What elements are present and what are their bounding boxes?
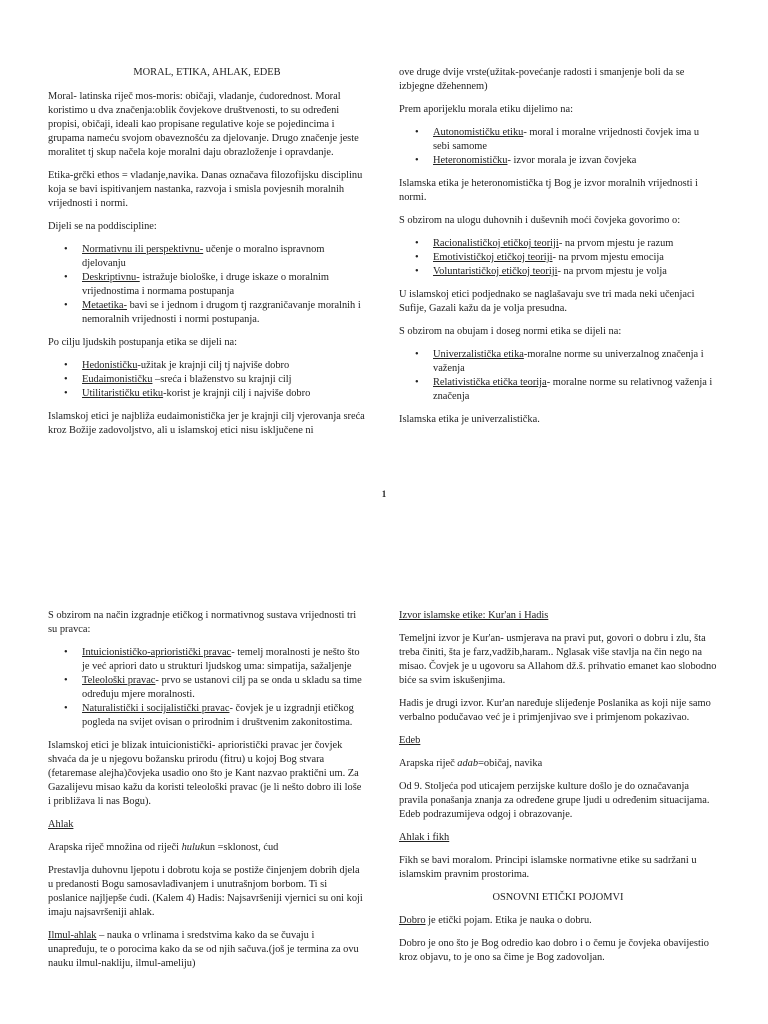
list-item: • Metaetika- bavi se i jednom i drugom tj razgraničavanje moralnih i nemoralnih vrijednosti i normi postupanja. xyxy=(82,299,366,327)
list-item: • Autonomističku etiku- moral i moralne vrijednosti čovjek ima u sebi samome xyxy=(433,126,717,154)
heading-basic-concepts: OSNOVNI ETIČKI POJOMVI xyxy=(492,892,624,903)
list-item: • Intuicionističko-aprioristički pravac- temelj moralnosti je nešto što je već apriori dato u strukturi ljudskog uma: simpatija, sažaljenje xyxy=(82,646,366,674)
list-item: • Emotivističkoj etičkoj teoriji- na prvom mjestu emocija xyxy=(433,251,717,265)
islamic-eudaimonism-paragraph: Islamskoj etici je najbliža eudaimonistička jer je krajnji cilj vjerovanja sreća kroz Božije zadovoljstvo, ali u islamskoj etici nisu isključene ni xyxy=(48,411,365,436)
list-item: • Utilitarističku etiku-korist je krajnji cilj i najviše dobro xyxy=(82,387,366,401)
origin-list xyxy=(399,126,717,168)
etika-definition: Etika-grčki ethos = vladanje,navika. Danas označava filozofijsku disciplinu koja se bavi ispitivanjem nastanka, razvoja i smisla povjesnih moralnih vrijednosti i normi. xyxy=(48,170,363,209)
heading-edeb: Edeb xyxy=(399,735,421,746)
scope-intro: S obzirom na obujam i doseg normi etika se dijeli na: xyxy=(399,326,622,337)
ilmul-ahlak-paragraph: Ilmul-ahlak – nauka o vrlinama i sredstvima kako da se čuvaju i unapređuju, te o porocima kako da se od njih sačuva.(još je termina za ovu nauku ilmul-nakliju, ilmul-ameliju) xyxy=(48,930,359,969)
page-number: 1 xyxy=(381,489,387,499)
faculties-list xyxy=(399,237,717,279)
heteronomy-paragraph: Islamska etika je heteronomistička tj Bog je izvor moralnih vrijednosti i normi. xyxy=(399,178,698,203)
list-item: • Univerzalistička etika-moralne norme su univerzalnog značenja i važenja xyxy=(433,348,717,376)
list-item: • Voluntarističkoj etičkoj teoriji- na prvom mjestu je volja xyxy=(433,265,717,279)
page1-left-column xyxy=(48,66,366,447)
page2-right-column xyxy=(399,609,717,974)
intuitionism-paragraph: Islamskoj etici je blizak intuicionistički- aprioristički pravac jer čovjek shvaća da je u njegovu božansku prirodu (fitru) u kojoj Bog stvara (fetaremase alejha)čovjeka usadio ono što je Kant nazvao praktični um. Za Gazalijevu misao kažu da koristi teleološki pravac (je li nešto dobro ili loše i približava li nas Bogu). xyxy=(48,740,362,807)
list-item: • Relativistička etička teorija- moralne norme su relativnog važenja i značenja xyxy=(433,376,717,404)
scope-list xyxy=(399,348,717,404)
directions-list xyxy=(48,646,366,730)
list-item: • Deskriptivnu- istražuje biološke, i druge iskaze o moralnim vrijednostima i normama postupanja xyxy=(82,271,366,299)
continuation-paragraph: ove druge dvije vrste(užitak-povećanje radosti i smanjenje boli da se izbjegne džehennem) xyxy=(399,67,685,92)
quran-paragraph: Temeljni izvor je Kur'an- usmjerava na pravi put, govori o dobru i zlu, šta treba činiti, šta je farz,vadžib,haram.. Nglasak više stavlja na čin nego na misao. Čovjek je u ugovoru sa Allahom dž.š. prihvatio emanet kao slobodno biće sa svim iskušenjima. xyxy=(399,633,717,686)
dobro-paragraph: Dobro je ono što je Bog odredio kao dobro i o čemu je čovjeka obavijestio kroz objavu, to je ono sa čime je Bog zadovoljan. xyxy=(399,938,709,963)
heading-ahlak: Ahlak xyxy=(48,819,74,830)
list-item: • Teleološki pravac- prvo se ustanovi cilj pa se onda u skladu sa time određuju mjere moralnosti. xyxy=(82,674,366,702)
goal-list xyxy=(48,359,366,401)
list-item: • Naturalistički i socijalistički pravac- čovjek je u izgradnji etičkog pogleda na svijet ovisan o prirodnim i društvenim zakonitostima. xyxy=(82,702,366,730)
edeb-history: Od 9. Stoljeća pod uticajem perzijske kulture došlo je do označavanja pravila ponašanja znanja za određene grupe ljudi u određenim situacijama. Edeb podrazumijeva odgoj i obrazovanje. xyxy=(399,781,710,820)
document-page-2 xyxy=(0,590,768,1024)
heading-ahlak-fikh: Ahlak i fikh xyxy=(399,832,450,843)
hadis-paragraph: Hadis je drugi izvor. Kur'an naređuje slijeđenje Poslanika as koji nije samo verbalno podučavao već je i primjenjivao sve i primjenom pokazivao. xyxy=(399,698,711,723)
list-item: • Normativnu ili perspektivnu- učenje o moralno ispravnom djelovanju xyxy=(82,243,366,271)
origin-intro: Prem aporijeklu morala etiku dijelimo na: xyxy=(399,104,573,115)
goal-intro: Po cilju ljudskih postupanja etika se dijeli na: xyxy=(48,337,238,348)
subdisciplines-intro: Dijeli se na poddiscipline: xyxy=(48,221,157,232)
list-item: • Heteronomističku- izvor morala je izvan čovjeka xyxy=(433,154,717,168)
heading-sources: Izvor islamske etike: Kur'an i Hadis xyxy=(399,610,549,621)
fikh-paragraph: Fikh se bavi moralom. Principi islamske normativne etike su sadržani u islamskim pravnim prostorima. xyxy=(399,855,697,880)
directions-intro: S obzirom na način izgradnje etičkog i normativnog sustava vrijednosti tri su pravca: xyxy=(48,610,357,635)
universalism-paragraph: Islamska etika je univerzalistička. xyxy=(399,414,540,425)
ahlak-etymology: Arapska riječ množina od riječi hulukun =sklonost, ćud xyxy=(48,842,279,853)
edeb-etymology: Arapska riječ adab=običaj, navika xyxy=(399,758,543,769)
page1-right-column xyxy=(399,66,717,436)
list-item: • Hedonističku-užitak je krajnji cilj tj najviše dobro xyxy=(82,359,366,373)
document-title: MORAL, ETIKA, AHLAK, EDEB xyxy=(133,67,281,78)
list-item: • Racionalističkoj etičkoj teoriji- na prvom mjestu je razum xyxy=(433,237,717,251)
ahlak-description: Prestavlja duhovnu ljepotu i dobrotu koja se postiže činjenjem dobrih djela u predanosti Bogu samosavlađivanjem i unutrašnjom borbom. Ti si poslanice najljepše ćudi. (Kalem 4) Hadis: Najsavršeniji vjernici su oni koji imaju najsavršeniji ahlak. xyxy=(48,865,363,918)
page2-left-column xyxy=(48,609,366,980)
faculties-intro: S obzirom na ulogu duhovnih i duševnih moći čovjeka govorimo o: xyxy=(399,215,681,226)
list-item: • Eudaimonističku –sreća i blaženstvo su krajnji cilj xyxy=(82,373,366,387)
dobro-definition: Dobro je etički pojam. Etika je nauka o dobru. xyxy=(399,915,592,926)
moral-definition: Moral- latinska riječ mos-moris: običaji, vladanje, ćudorednost. Moral koristimo u dva značenja:oblik čovjekove društvenosti, to su određeni propisi, običaji, ideali kao propisane regulative koje se pojedincima i grupama nameću svojom obaveznošću za djelovanje. Drugo značenje jeste moralitet tj skup načela koje moralni daju obrazloženje i opravdanje. xyxy=(48,91,359,158)
document-page-1 xyxy=(0,0,768,510)
subdisciplines-list xyxy=(48,243,366,327)
sufi-paragraph: U islamskoj etici podjednako se naglašavaju sve tri mada neki učenjaci Sufije, Gazali kažu da je volja presudna. xyxy=(399,289,695,314)
